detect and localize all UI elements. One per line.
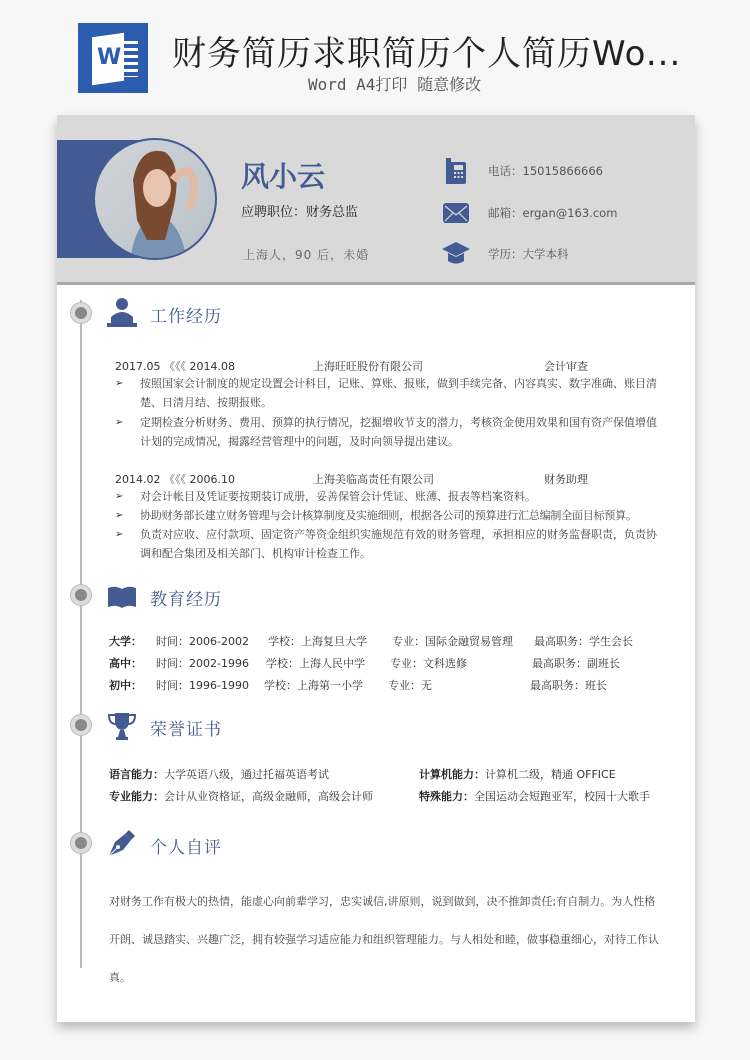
section-title-honors: 荣誉证书 bbox=[150, 720, 222, 740]
personal-info: 上海人，90 后，未婚 bbox=[243, 248, 370, 262]
edu-school: 学校：上海人民中学 bbox=[266, 657, 365, 670]
honor-item: 语言能力：大学英语八级，通过托福英语考试 bbox=[109, 768, 329, 781]
mail-icon bbox=[442, 199, 470, 227]
self-evaluation: 对财务工作有极大的热情，能虚心向前辈学习，忠实诚信,讲原则，说到做到，决不推卸责任;有自制力。为人性格开朗、诚恳踏实、兴趣广泛，拥有较强学习适应能力和组织管理能力。与人相处和睦，做事稳重细心，对待工作认真。 bbox=[109, 895, 659, 984]
candidate-name: 风小云 bbox=[241, 160, 326, 193]
phone-icon bbox=[442, 157, 470, 185]
page-subtitle: Word A4打印 随意修改 bbox=[308, 75, 482, 94]
job-bullet: 协助财务部长建立财务管理与会计核算制度及实施细则，根据各公司的预算进行汇总编制全面目标预算。 bbox=[140, 509, 637, 522]
edu-school: 学校：上海第一小学 bbox=[264, 679, 363, 692]
job-date: 2014.02 《《《 2006.10 bbox=[115, 473, 235, 486]
edu-major: 专业：国际金融贸易管理 bbox=[392, 635, 513, 648]
honor-item: 特殊能力：全国运动会短跑亚军，校园十大歌手 bbox=[419, 790, 650, 803]
edu-post: 最高职务：学生会长 bbox=[534, 635, 633, 648]
applied-position: 应聘职位：财务总监 bbox=[241, 205, 359, 220]
timeline-dot bbox=[71, 303, 91, 323]
timeline-dot bbox=[71, 833, 91, 853]
honor-item: 计算机能力：计算机二级，精通 OFFICE bbox=[419, 768, 616, 781]
education-text: 学历：大学本科 bbox=[488, 247, 569, 261]
job-role: 会计审查 bbox=[544, 360, 588, 373]
bullet-icon: ➢ bbox=[115, 417, 124, 428]
bullet-icon: ➢ bbox=[115, 510, 124, 521]
job-bullet: 对会计帐目及凭证要按期装订成册，妥善保管会计凭证、账薄、报表等档案资料。 bbox=[140, 490, 536, 503]
timeline-dot bbox=[71, 715, 91, 735]
email-text: 邮箱：ergan@163.com bbox=[488, 206, 618, 220]
job-company: 上海旺旺股份有限公司 bbox=[313, 360, 423, 373]
timeline-line bbox=[80, 300, 82, 968]
job-bullet: 按照国家会计制度的规定设置会计科目，记账、算账、报账，做到手续完备、内容真实、数字准确、账目清楚、日清月结、按期报账。 bbox=[140, 377, 657, 409]
job-company: 上海美临高责任有限公司 bbox=[313, 473, 434, 486]
timeline-dot bbox=[71, 585, 91, 605]
section-title-work: 工作经历 bbox=[150, 307, 222, 327]
edu-level: 初中： bbox=[109, 679, 142, 692]
edu-time: 时间：1996-1990 bbox=[156, 679, 249, 692]
edu-level: 大学： bbox=[109, 635, 142, 648]
job-role: 财务助理 bbox=[544, 473, 588, 486]
graduation-cap-icon bbox=[442, 239, 470, 267]
bullet-icon: ➢ bbox=[115, 378, 124, 389]
book-icon bbox=[107, 581, 137, 611]
word-logo: W bbox=[78, 23, 148, 93]
trophy-icon bbox=[107, 711, 137, 741]
edu-major: 专业：无 bbox=[388, 679, 432, 692]
phone-text: 电话：15015866666 bbox=[488, 164, 603, 178]
edu-school: 学校：上海复旦大学 bbox=[268, 635, 367, 648]
edu-time: 时间：2006-2002 bbox=[156, 635, 249, 648]
worker-icon bbox=[107, 297, 137, 327]
bullet-icon: ➢ bbox=[115, 529, 124, 540]
job-date: 2017.05 《《《 2014.08 bbox=[115, 360, 235, 373]
edu-time: 时间：2002-1996 bbox=[156, 657, 249, 670]
avatar bbox=[93, 138, 217, 260]
edu-major: 专业：文科选修 bbox=[390, 657, 467, 670]
page-title: 财务简历求职简历个人简历Wo... bbox=[172, 34, 682, 74]
bullet-icon: ➢ bbox=[115, 491, 124, 502]
edu-post: 最高职务：班长 bbox=[530, 679, 607, 692]
job-bullet: 负责对应收、应付款项、固定资产等资金组织实施规范有效的财务管理，承担相应的财务监督职责，负责协调和配合集团及相关部门、机构审计检查工作。 bbox=[140, 528, 657, 560]
job-bullet: 定期检查分析财务、费用、预算的执行情况，挖掘增收节支的潜力，考核资金使用效果和国有资产保值增值计划的完成情况，揭露经营管理中的问题，及时向领导提出建议。 bbox=[140, 416, 657, 448]
honor-item: 专业能力：会计从业资格证，高级金融师，高级会计师 bbox=[109, 790, 373, 803]
section-title-education: 教育经历 bbox=[150, 590, 222, 610]
edu-level: 高中： bbox=[109, 657, 142, 670]
edu-post: 最高职务：副班长 bbox=[532, 657, 620, 670]
profile-header bbox=[57, 115, 695, 285]
pen-icon bbox=[107, 828, 137, 858]
resume-page bbox=[57, 115, 695, 1022]
section-title-self: 个人自评 bbox=[150, 838, 222, 858]
